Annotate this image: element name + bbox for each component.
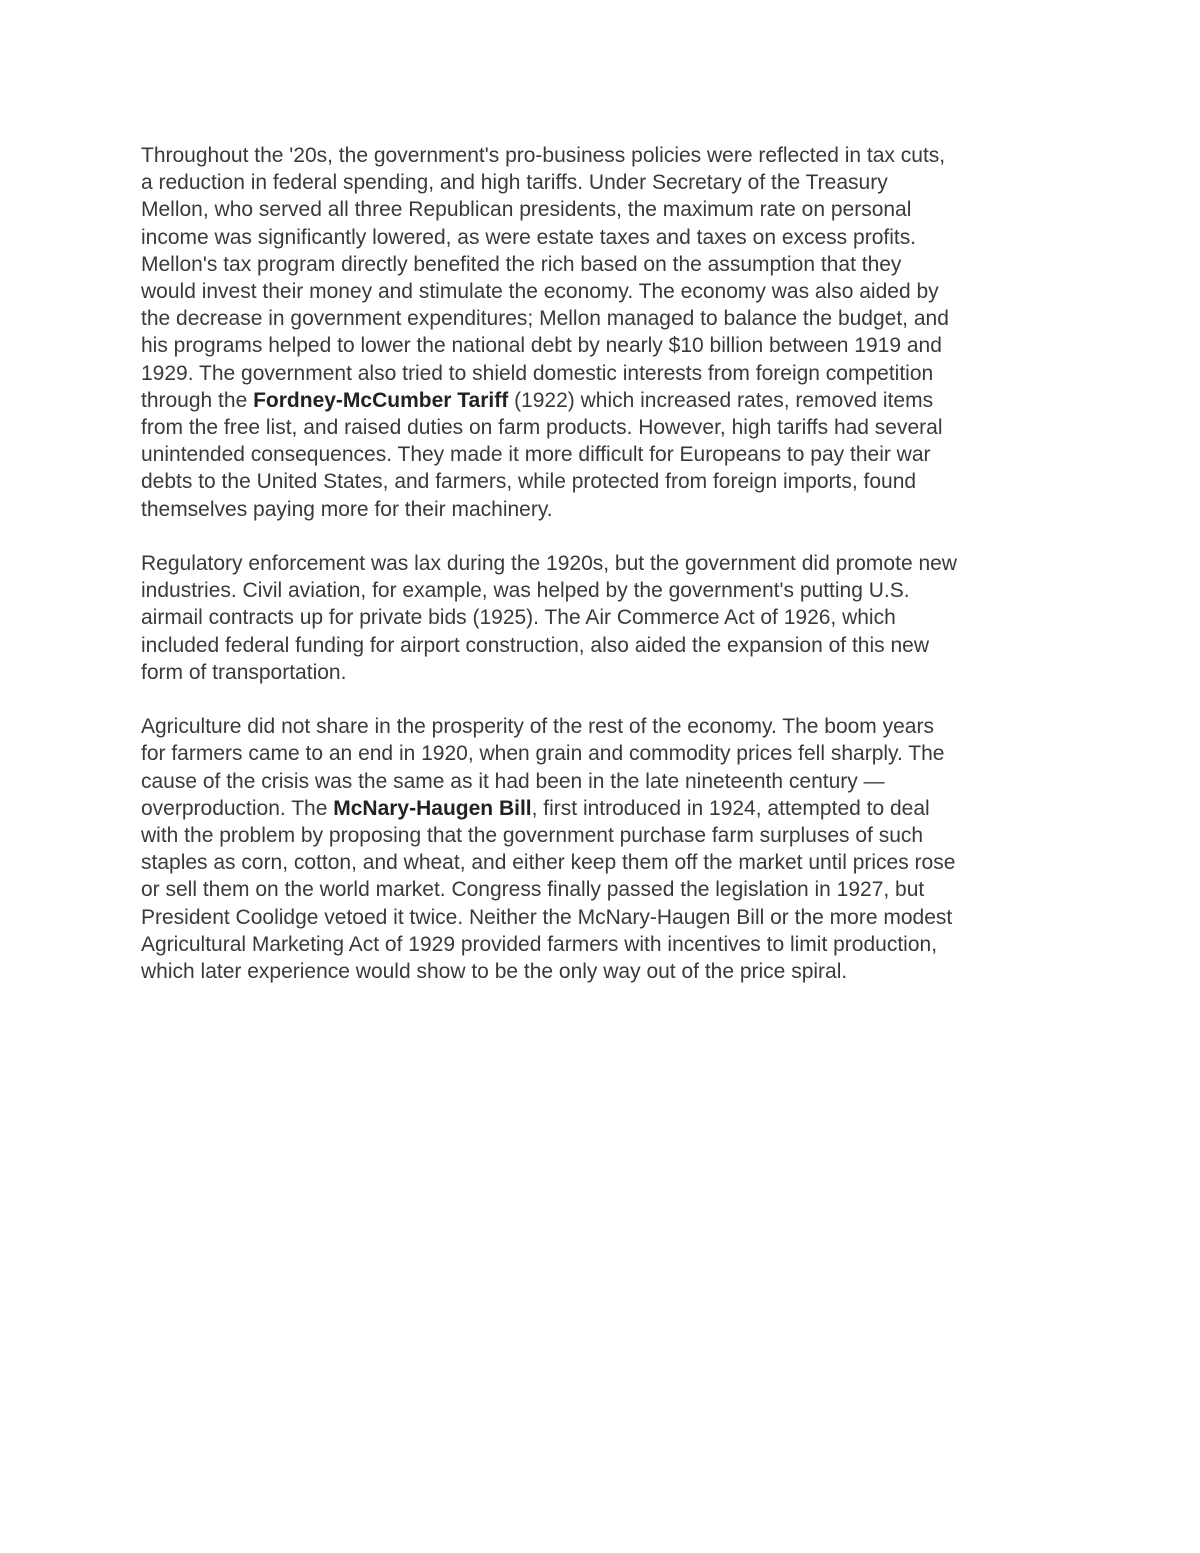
text-line: Mellon's tax program directly benefited the rich based on the assumption that they	[141, 252, 902, 276]
text-line: for farmers came to an end in 1920, when grain and commodity prices fell sharply. The	[141, 742, 945, 766]
text-line: debts to the United States, and farmers, while protected from foreign imports, found	[141, 470, 917, 494]
document-body	[141, 142, 1071, 1012]
text-line: cause of the crisis was the same as it had been in the late nineteenth century —	[141, 769, 885, 793]
text-line: Agriculture did not share in the prosperity of the rest of the economy. The boom years	[141, 715, 934, 739]
text-line: staples as corn, cotton, and wheat, and either keep them off the market until prices rose	[141, 851, 956, 875]
key-term-mcnary-haugen-bill: McNary-Haugen Bill	[333, 796, 532, 820]
text-line: the decrease in government expenditures; Mellon managed to balance the budget, and	[141, 307, 949, 331]
text-line: which later experience would show to be the only way out of the price spiral.	[141, 960, 848, 984]
text-line: his programs helped to lower the national debt by nearly $10 billion between 1919 and	[141, 334, 942, 358]
text-line: from the free list, and raised duties on farm products. However, high tariffs had several	[141, 416, 943, 440]
text-line: Throughout the '20s, the government's pro-business policies were reflected in tax cuts,	[141, 144, 946, 167]
text-line: Mellon, who served all three Republican presidents, the maximum rate on personal	[141, 198, 912, 222]
text-line: with the problem by proposing that the government purchase farm surpluses of such	[141, 824, 924, 848]
paragraph-agriculture	[141, 713, 1071, 985]
text-line: a reduction in federal spending, and high tariffs. Under Secretary of the Treasury	[141, 171, 888, 195]
text-segment: , first introduced in 1924, attempted to deal	[531, 796, 930, 820]
key-term-fordney-mccumber-tariff: Fordney-McCumber Tariff	[253, 388, 509, 412]
text-line: or sell them on the world market. Congress finally passed the legislation in 1927, but	[141, 878, 925, 902]
text-line: Regulatory enforcement was lax during the 1920s, but the government did promote new	[141, 552, 957, 576]
text-line: themselves paying more for their machinery.	[141, 497, 553, 521]
text-line: included federal funding for airport construction, also aided the expansion of this new	[141, 633, 929, 657]
text-line: 1929. The government also tried to shield domestic interests from foreign competition	[141, 361, 934, 385]
text-segment: overproduction. The	[141, 796, 334, 820]
paragraph-tariffs	[141, 142, 1071, 523]
text-line: industries. Civil aviation, for example, was helped by the government's putting U.S.	[141, 579, 910, 603]
text-line	[141, 387, 1071, 414]
text-line: President Coolidge vetoed it twice. Neither the McNary-Haugen Bill or the more modest	[141, 905, 953, 929]
text-line	[141, 795, 1071, 822]
text-line: airmail contracts up for private bids (1925). The Air Commerce Act of 1926, which	[141, 606, 896, 630]
text-line: Agricultural Marketing Act of 1929 provided farmers with incentives to limit production,	[141, 932, 938, 956]
text-line: income was significantly lowered, as were estate taxes and taxes on excess profits.	[141, 225, 917, 249]
text-line: form of transportation.	[141, 660, 347, 684]
text-line: unintended consequences. They made it more difficult for Europeans to pay their war	[141, 443, 931, 467]
text-segment: (1922) which increased rates, removed items	[508, 388, 934, 412]
paragraph-regulation	[141, 550, 1071, 686]
text-line: would invest their money and stimulate the economy. The economy was also aided by	[141, 280, 939, 304]
text-segment: through the	[141, 388, 254, 412]
